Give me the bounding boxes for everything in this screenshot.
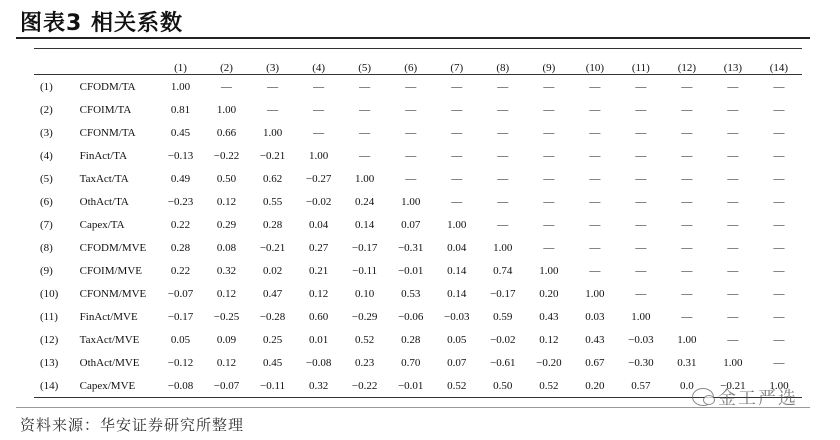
- table-cell: −0.13: [167, 149, 194, 162]
- table-cell: —: [635, 172, 647, 185]
- row-variable: FinAct/MVE: [79, 310, 138, 323]
- table-cell: —: [497, 80, 509, 93]
- table-cell: —: [773, 80, 785, 93]
- table-cell: —: [727, 149, 739, 162]
- table-cell: —: [405, 172, 417, 185]
- table-cell: 0.28: [170, 241, 191, 254]
- column-header: (1): [157, 56, 203, 75]
- table-cell: −0.29: [351, 310, 378, 323]
- table-cell: —: [221, 80, 233, 93]
- table-cell: 0.50: [480, 374, 526, 398]
- table-cell: —: [405, 126, 417, 139]
- row-variable: CFONM/MVE: [79, 287, 147, 300]
- table-cell: −0.03: [628, 333, 654, 346]
- header-blank: [34, 56, 80, 75]
- table-cell: −0.07: [204, 374, 250, 398]
- table-cell: —: [681, 172, 693, 185]
- row-index: (13): [40, 356, 59, 369]
- table-cell: —: [773, 195, 785, 208]
- table-cell: 1.00: [447, 218, 467, 231]
- table-cell: 0.67: [585, 356, 605, 369]
- table-cell: 0.22: [170, 264, 191, 277]
- table-row: [34, 98, 802, 121]
- table-cell: —: [727, 264, 739, 277]
- row-index: (6): [40, 195, 53, 208]
- table-cell: −0.08: [305, 356, 332, 369]
- table-cell: 0.29: [216, 218, 237, 231]
- table-cell: 1.00: [170, 80, 191, 93]
- table-cell: 1.00: [585, 287, 605, 300]
- title-rule: [16, 37, 810, 39]
- table-cell: −0.12: [167, 356, 194, 369]
- row-index: (3): [40, 126, 53, 139]
- source-note: 资料来源：华安证券研究所整理: [20, 416, 245, 434]
- table-cell: —: [681, 195, 693, 208]
- watermark: [692, 384, 822, 410]
- table-row: [34, 351, 802, 374]
- table-cell: 0.81: [170, 103, 191, 116]
- table-cell: −0.03: [444, 310, 470, 323]
- table-cell: —: [451, 103, 463, 116]
- table-cell: —: [359, 103, 371, 116]
- table-row: [34, 282, 802, 305]
- row-variable: CFODM/MVE: [79, 241, 147, 254]
- table-cell: 0.66: [216, 126, 237, 139]
- table-cell: —: [635, 264, 647, 277]
- table-cell: −0.08: [157, 374, 203, 398]
- table-cell: —: [497, 218, 509, 231]
- table-row: [34, 121, 802, 144]
- table-cell: —: [589, 172, 601, 185]
- table-cell: —: [773, 264, 785, 277]
- table-cell: −0.06: [397, 310, 424, 323]
- table-row: [34, 328, 802, 351]
- table-cell: 0.28: [401, 333, 421, 346]
- table-cell: —: [497, 103, 509, 116]
- table-cell: 0.07: [401, 218, 421, 231]
- table-cell: 0.01: [308, 333, 329, 346]
- table-cell: —: [359, 149, 371, 162]
- row-variable: TaxAct/TA: [79, 172, 129, 185]
- table-cell: 1.00: [493, 241, 513, 254]
- row-variable: Capex/MVE: [80, 374, 158, 398]
- table-cell: —: [635, 149, 647, 162]
- row-variable: CFODM/TA: [79, 80, 136, 93]
- table-cell: 0.60: [308, 310, 329, 323]
- table-row: [34, 374, 802, 398]
- table-cell: 0.52: [355, 333, 375, 346]
- table-cell: —: [589, 218, 601, 231]
- table-cell: 0.05: [170, 333, 191, 346]
- table-cell: 1.00: [355, 172, 375, 185]
- table-cell: —: [727, 333, 739, 346]
- table-cell: −0.22: [213, 149, 240, 162]
- table-cell: —: [773, 287, 785, 300]
- table-cell: 0.12: [308, 287, 329, 300]
- table-cell: −0.61: [490, 356, 516, 369]
- table-cell: —: [451, 195, 463, 208]
- table-cell: —: [773, 149, 785, 162]
- table-cell: —: [405, 103, 417, 116]
- table-cell: −0.11: [250, 374, 296, 398]
- table-cell: 0.0: [664, 374, 710, 398]
- table-cell: —: [681, 149, 693, 162]
- table-cell: —: [773, 103, 785, 116]
- table-cell: 1.00: [216, 103, 237, 116]
- row-variable: CFOIM/TA: [79, 103, 132, 116]
- table-cell: —: [727, 126, 739, 139]
- table-cell: 0.59: [493, 310, 513, 323]
- table-cell: 1.00: [723, 356, 743, 369]
- table-cell: —: [543, 126, 555, 139]
- table-cell: —: [267, 80, 279, 93]
- table-cell: —: [451, 126, 463, 139]
- table-cell: −0.30: [628, 356, 654, 369]
- column-header: (5): [342, 56, 388, 75]
- table-cell: 0.14: [447, 287, 467, 300]
- correlation-table: [34, 56, 802, 398]
- row-variable: Capex/TA: [79, 218, 125, 231]
- table-cell: —: [543, 103, 555, 116]
- row-index: (12): [40, 333, 59, 346]
- table-cell: 0.12: [216, 356, 237, 369]
- table-cell: —: [635, 195, 647, 208]
- table-cell: 0.31: [677, 356, 697, 369]
- table-cell: 0.02: [262, 264, 283, 277]
- table-cell: −0.21: [259, 241, 286, 254]
- table-cell: 0.53: [401, 287, 421, 300]
- table-cell: 0.49: [170, 172, 191, 185]
- table-cell: 0.20: [572, 374, 618, 398]
- column-header: (2): [204, 56, 250, 75]
- table-cell: 0.14: [447, 264, 467, 277]
- table-cell: —: [727, 195, 739, 208]
- wechat-icon: [692, 388, 714, 406]
- table-cell: −0.17: [351, 241, 378, 254]
- figure-title: 图表3 相关系数: [20, 11, 183, 36]
- row-variable: OthAct/MVE: [79, 356, 140, 369]
- row-variable: TaxAct/MVE: [79, 333, 140, 346]
- row-variable: CFOIM/MVE: [79, 264, 142, 277]
- table-cell: 0.24: [355, 195, 375, 208]
- table-cell: —: [589, 264, 601, 277]
- row-index: (4): [40, 149, 53, 162]
- table-cell: 0.50: [216, 172, 237, 185]
- column-header: (6): [388, 56, 434, 75]
- table-cell: 0.07: [447, 356, 467, 369]
- table-cell: 0.32: [296, 374, 342, 398]
- table-top-rule: [34, 48, 802, 49]
- table-cell: —: [727, 241, 739, 254]
- column-header: (7): [434, 56, 480, 75]
- table-cell: 1.00: [401, 195, 421, 208]
- table-cell: −0.07: [167, 287, 194, 300]
- table-cell: 0.04: [447, 241, 467, 254]
- table-cell: −0.21: [710, 374, 756, 398]
- row-variable: CFONM/TA: [79, 126, 136, 139]
- table-row: [34, 213, 802, 236]
- table-cell: —: [451, 172, 463, 185]
- table-cell: 0.74: [493, 264, 513, 277]
- table-cell: —: [773, 356, 785, 369]
- table-cell: —: [681, 287, 693, 300]
- table-cell: 1.00: [677, 333, 697, 346]
- table-cell: —: [589, 80, 601, 93]
- row-variable: OthAct/TA: [79, 195, 129, 208]
- table-cell: —: [497, 172, 509, 185]
- table-row: [34, 190, 802, 213]
- column-header: (9): [526, 56, 572, 75]
- source-rule: [16, 407, 810, 408]
- table-cell: —: [267, 103, 279, 116]
- table-cell: —: [681, 103, 693, 116]
- table-cell: —: [405, 149, 417, 162]
- table-cell: —: [543, 172, 555, 185]
- table-cell: —: [773, 172, 785, 185]
- column-header: (4): [296, 56, 342, 75]
- table-cell: —: [359, 126, 371, 139]
- table-cell: 0.43: [585, 333, 605, 346]
- row-index: (2): [40, 103, 53, 116]
- column-header: (3): [250, 56, 296, 75]
- row-index: (14): [34, 374, 80, 398]
- column-header: (12): [664, 56, 710, 75]
- table-cell: −0.22: [342, 374, 388, 398]
- table-cell: —: [543, 80, 555, 93]
- table-cell: 0.10: [355, 287, 375, 300]
- row-index: (5): [40, 172, 53, 185]
- table-cell: —: [635, 218, 647, 231]
- table-cell: —: [681, 241, 693, 254]
- table-cell: 0.09: [216, 333, 237, 346]
- header-row: [34, 56, 802, 75]
- table-cell: —: [773, 310, 785, 323]
- table-cell: —: [589, 103, 601, 116]
- table-cell: —: [681, 218, 693, 231]
- table-cell: —: [635, 241, 647, 254]
- table-cell: 0.28: [262, 218, 283, 231]
- table-cell: 0.55: [262, 195, 283, 208]
- table-cell: −0.20: [536, 356, 562, 369]
- table-cell: 0.43: [539, 310, 559, 323]
- table-cell: 0.23: [355, 356, 375, 369]
- table-cell: 0.47: [262, 287, 283, 300]
- table-cell: 0.52: [526, 374, 572, 398]
- table-cell: —: [635, 126, 647, 139]
- column-header: (13): [710, 56, 756, 75]
- table-cell: 0.03: [585, 310, 605, 323]
- column-header: (8): [480, 56, 526, 75]
- table-cell: −0.11: [352, 264, 378, 277]
- table-cell: —: [635, 103, 647, 116]
- table-cell: —: [589, 149, 601, 162]
- table-cell: 0.05: [447, 333, 467, 346]
- table-cell: —: [773, 241, 785, 254]
- table-cell: —: [727, 80, 739, 93]
- row-index: (8): [40, 241, 53, 254]
- table-row: [34, 144, 802, 167]
- table-cell: −0.02: [490, 333, 516, 346]
- table-cell: −0.27: [305, 172, 332, 185]
- table-cell: 0.45: [170, 126, 191, 139]
- table-cell: −0.23: [167, 195, 194, 208]
- table-cell: —: [497, 149, 509, 162]
- table-cell: —: [543, 218, 555, 231]
- table-cell: 0.27: [308, 241, 329, 254]
- row-index: (9): [40, 264, 53, 277]
- table-cell: 0.12: [216, 287, 237, 300]
- table-row: [34, 305, 802, 328]
- table-cell: −0.01: [397, 264, 424, 277]
- row-index: (11): [40, 310, 58, 323]
- table-cell: —: [635, 80, 647, 93]
- table-cell: 1.00: [756, 374, 802, 398]
- table-cell: 0.21: [308, 264, 329, 277]
- table-cell: −0.17: [490, 287, 516, 300]
- table-cell: —: [589, 195, 601, 208]
- column-header: (14): [756, 56, 802, 75]
- table-cell: −0.25: [213, 310, 240, 323]
- table-cell: 0.52: [434, 374, 480, 398]
- table-cell: —: [543, 241, 555, 254]
- table-cell: 1.00: [262, 126, 283, 139]
- table-row: [34, 75, 802, 99]
- row-index: (7): [40, 218, 53, 231]
- table-cell: −0.02: [305, 195, 332, 208]
- table-cell: —: [681, 310, 693, 323]
- table-cell: 0.20: [539, 287, 559, 300]
- table-cell: —: [497, 195, 509, 208]
- table-cell: 1.00: [308, 149, 329, 162]
- row-index: (1): [40, 80, 53, 93]
- table-cell: 0.12: [216, 195, 237, 208]
- table-cell: —: [773, 126, 785, 139]
- table-cell: 0.70: [401, 356, 421, 369]
- table-cell: —: [359, 80, 371, 93]
- table-cell: —: [451, 80, 463, 93]
- table-cell: 0.08: [216, 241, 237, 254]
- table-cell: −0.21: [259, 149, 286, 162]
- table-cell: —: [727, 172, 739, 185]
- table-cell: —: [727, 218, 739, 231]
- table-cell: —: [313, 103, 325, 116]
- table-cell: 0.22: [170, 218, 191, 231]
- table-cell: —: [497, 126, 509, 139]
- table-cell: 0.14: [355, 218, 375, 231]
- table-row: [34, 236, 802, 259]
- table-cell: —: [313, 126, 325, 139]
- row-variable: FinAct/TA: [79, 149, 128, 162]
- table-cell: 0.45: [262, 356, 283, 369]
- table-cell: —: [543, 149, 555, 162]
- row-index: (10): [40, 287, 59, 300]
- table-cell: 1.00: [539, 264, 559, 277]
- table-cell: 1.00: [631, 310, 651, 323]
- table-cell: —: [727, 287, 739, 300]
- table-cell: —: [681, 264, 693, 277]
- watermark-text: 金工严选: [718, 388, 798, 409]
- table-cell: —: [681, 126, 693, 139]
- table-cell: —: [405, 80, 417, 93]
- column-header: (11): [618, 56, 664, 75]
- table-cell: —: [313, 80, 325, 93]
- table-cell: —: [727, 103, 739, 116]
- table-cell: 0.12: [539, 333, 559, 346]
- table-cell: —: [635, 287, 647, 300]
- table-cell: —: [727, 310, 739, 323]
- table-cell: —: [773, 218, 785, 231]
- table-row: [34, 259, 802, 282]
- table-cell: 0.57: [618, 374, 664, 398]
- table-cell: −0.28: [259, 310, 286, 323]
- table-cell: −0.31: [397, 241, 424, 254]
- table-cell: 0.62: [262, 172, 283, 185]
- column-header: (10): [572, 56, 618, 75]
- table-cell: 0.32: [216, 264, 237, 277]
- table-cell: —: [589, 241, 601, 254]
- table-cell: —: [589, 126, 601, 139]
- table-cell: 0.25: [262, 333, 283, 346]
- table-cell: —: [681, 80, 693, 93]
- table-cell: —: [451, 149, 463, 162]
- table-cell: −0.17: [167, 310, 194, 323]
- header-blank: [80, 56, 158, 75]
- table-cell: 0.04: [308, 218, 329, 231]
- table-cell: −0.01: [388, 374, 434, 398]
- table-cell: —: [543, 195, 555, 208]
- table-cell: —: [773, 333, 785, 346]
- table-row: [34, 167, 802, 190]
